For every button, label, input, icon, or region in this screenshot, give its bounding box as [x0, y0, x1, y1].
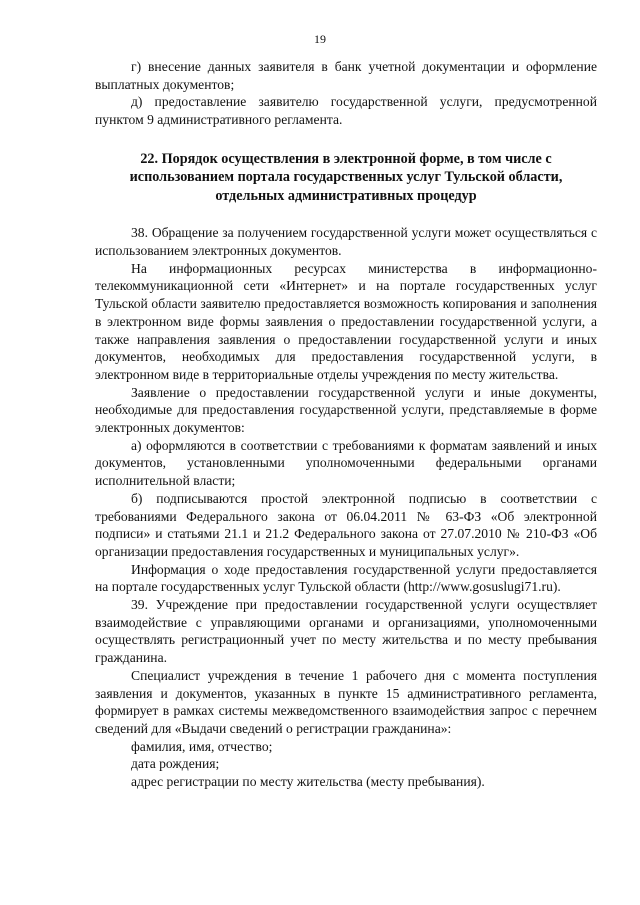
paragraph-38: 38. Обращение за получением государственной услуги может осуществляться с использованием электронных документов.: [95, 225, 597, 259]
section-heading: 22. Порядок осуществления в электронной форме, в том числе с использованием портала государственных услуг Тульской области, отдельных административных процедур: [129, 150, 563, 204]
page-number: 19: [314, 32, 326, 46]
list-item-birthdate: дата рождения;: [131, 756, 220, 772]
paragraph-39: 39. Учреждение при предоставлении государственной услуги осуществляет взаимодействие с управляющими органами и организациями, уполномоченными осуществлять регистрационный учет по месту жительства и по месту пребывания гражданина.: [95, 597, 597, 666]
paragraph-d: д) предоставление заявителю государственной услуги, предусмотренной пунктом 9 административного регламента.: [95, 94, 597, 128]
paragraph-specialist: Специалист учреждения в течение 1 рабочего дня с момента поступления заявления и документов, указанных в пункте 15 административного регламента, формирует в рамках системы межведомственного взаимодействия запрос с перечнем сведений для «Выдачи сведений о регистрации гражданина»:: [95, 667, 597, 736]
list-item-address: адрес регистрации по месту жительства (месту пребывания).: [131, 774, 485, 790]
paragraph-b: б) подписываются простой электронной подписью в соответствии с требованиями Федерального закона от 06.04.2011 № 63-ФЗ «Об электронной подписи» и статьями 21.1 и 21.2 Федерального закона от 27.07.2010 № 210-ФЗ «Об организации предоставления государственных и муниципальных услуг».: [95, 490, 597, 559]
paragraph-application: Заявление о предоставлении государственной услуги и иные документы, необходимые для предоставления государственной услуги, представляемые в форме электронных документов:: [95, 384, 597, 436]
paragraph-info: Информация о ходе предоставления государственной услуги предоставляется на портале государственных услуг Тульской области (http://www.gosuslugi71.ru).: [95, 561, 597, 595]
paragraph-internet: На информационных ресурсах министерства в информационно-телекоммуникационной сети «Интернет» и на портале государственных услуг Тульской области заявителю предоставляется возможность копирования и заполнения в электронном виде формы заявления о предоставлении государственной услуги, а также направления заявления о предоставлении государственной услуги и иных документов, необходимых для предоставления государственной услуги, в электронном виде в территориальные отделы учреждения по месту жительства.: [95, 260, 597, 382]
list-item-name: фамилия, имя, отчество;: [131, 738, 273, 754]
paragraph-g: г) внесение данных заявителя в банк учетной документации и оформление выплатных документов;: [95, 59, 597, 92]
paragraph-a: а) оформляются в соответствии с требованиями к форматам заявлений и иных документов, установленными уполномоченными федеральными органами исполнительной власти;: [95, 437, 597, 489]
document-page: [95, 58, 597, 791]
